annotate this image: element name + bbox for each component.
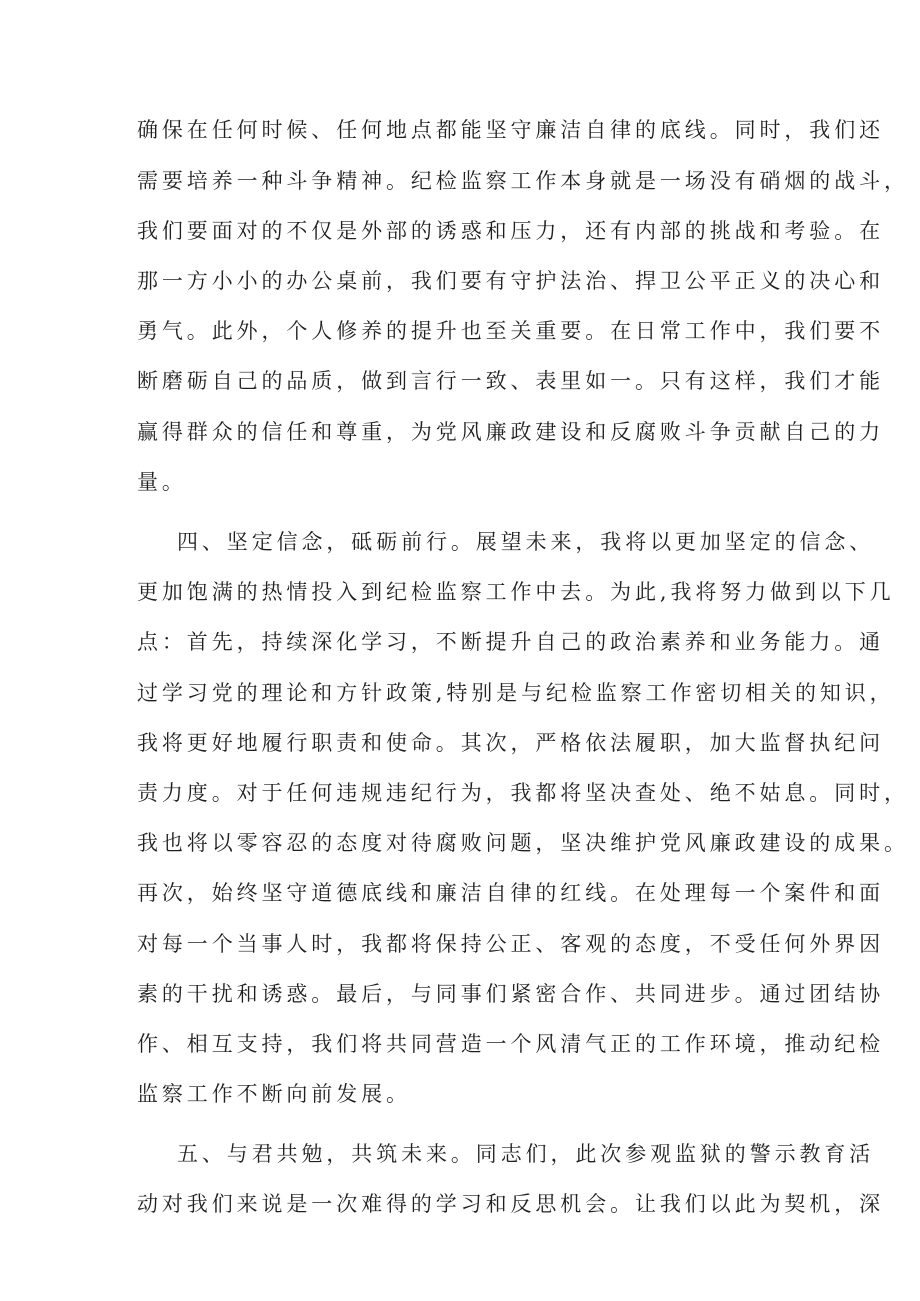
text-line-11: 点：首先，持续深化学习，不断提升自己的政治素养和业务能力。通 [137,630,884,654]
text-line-20: 监察工作不断向前发展。 [137,1082,411,1106]
text-line-6: 断磨砺自己的品质，做到言行一致、表里如一。只有这样，我们才能 [137,369,884,393]
text-line-5: 勇气。此外，个人修养的提升也至关重要。在日常工作中，我们要不 [137,319,884,343]
paragraph-heading-4: 四、坚定信念，砥砺前行。展望未来，我将以更加坚定的信念、 [177,530,875,554]
text-line-15: 我也将以零容忍的态度对待腐败问题，坚决维护党风廉政建设的成果。 [137,831,909,855]
text-line-12: 过学习党的理论和方针政策,特别是与纪检监察工作密切相关的知识， [137,681,895,705]
text-line-13: 我将更好地履行职责和使命。其次，严格依法履职，加大监督执纪问 [137,731,884,755]
text-line-7: 赢得群众的信任和尊重，为党风廉政建设和反腐败斗争贡献自己的力 [137,420,884,444]
text-line-2: 需要培养一种斗争精神。纪检监察工作本身就是一场没有硝烟的战斗， [137,169,909,193]
text-line-10: 更加饱满的热情投入到纪检监察工作中去。为此,我将努力做到以下几 [137,580,895,604]
text-line-3: 我们要面对的不仅是外部的诱惑和压力，还有内部的挑战和考验。在 [137,219,884,243]
text-line-4: 那一方小小的办公桌前，我们要有守护法治、捍卫公平正义的决心和 [137,269,884,293]
text-line-19: 作、相互支持，我们将共同营造一个风清气正的工作环境，推动纪检 [137,1032,884,1056]
text-line-8: 量。 [137,470,187,494]
paragraph-heading-5: 五、与君共勉，共筑未来。同志们，此次参观监狱的警示教育活 [177,1142,875,1166]
text-line-16: 再次，始终坚守道德底线和廉洁自律的红线。在处理每一个案件和面 [137,881,884,905]
text-line-18: 素的干扰和诱惑。最后，与同事们紧密合作、共同进步。通过团结协 [137,982,884,1006]
text-line-1: 确保在任何时候、任何地点都能坚守廉洁自律的底线。同时，我们还 [137,118,884,142]
text-line-22: 动对我们来说是一次难得的学习和反思机会。让我们以此为契机，深 [137,1192,884,1216]
text-line-14: 责力度。对于任何违规违纪行为，我都将坚决查处、绝不姑息。同时， [137,781,909,805]
text-line-17: 对每一个当事人时，我都将保持公正、客观的态度，不受任何外界因 [137,932,884,956]
